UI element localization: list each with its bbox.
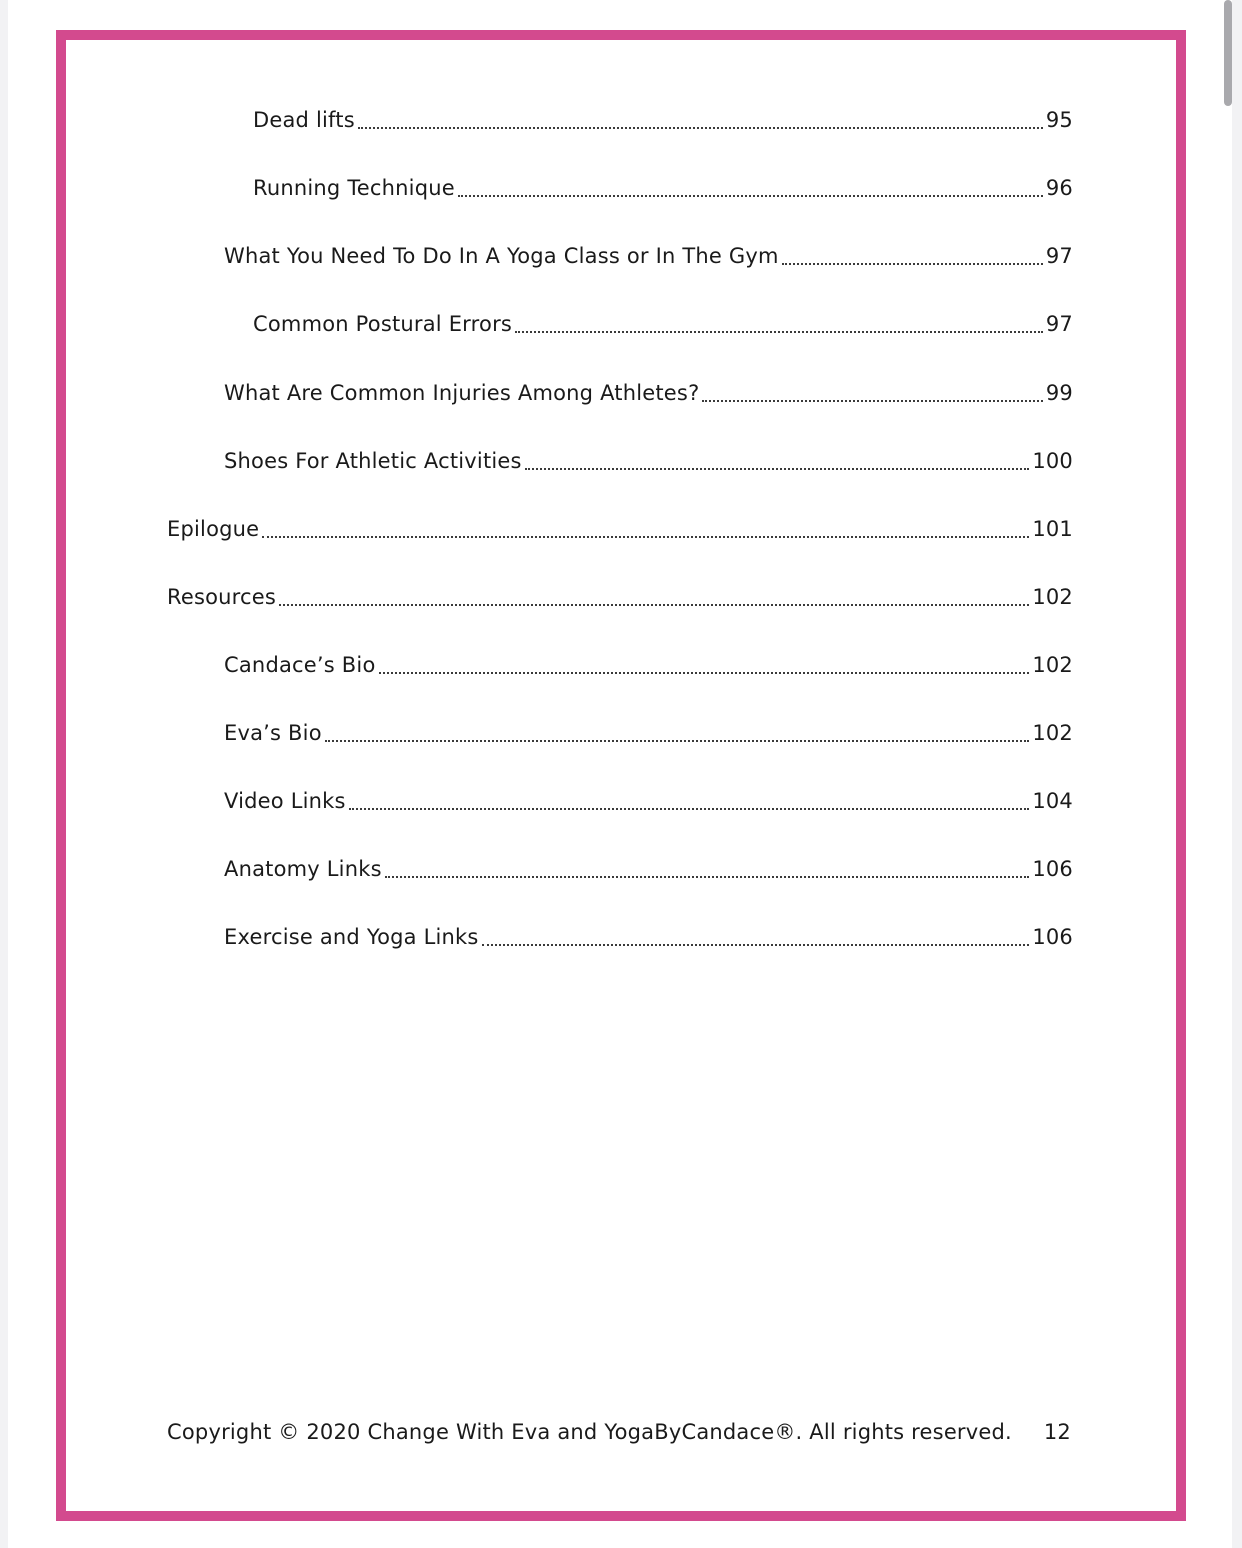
toc-entry-common-postural-errors[interactable] xyxy=(253,306,1073,342)
toc-entry-title: Resources xyxy=(167,585,277,609)
toc-entry-title: What You Need To Do In A Yoga Class or In The Gym xyxy=(224,244,779,268)
toc-entry-page: 100 xyxy=(1032,449,1073,473)
toc-dot-leader xyxy=(702,400,1042,402)
toc-entry-candace-bio[interactable] xyxy=(224,647,1073,683)
toc-entry-title: Shoes For Athletic Activities xyxy=(224,449,522,473)
toc-entry-title: Exercise and Yoga Links xyxy=(224,925,479,949)
copyright-notice: Copyright © 2020 Change With Eva and YogaByCandace®. All rights reserved. xyxy=(167,1420,1012,1444)
scrollbar-thumb[interactable] xyxy=(1224,0,1232,106)
toc-entry-title: Video Links xyxy=(224,789,346,813)
toc-dot-leader xyxy=(379,672,1030,674)
toc-entry-title: Candace’s Bio xyxy=(224,653,376,677)
toc-entry-video-links[interactable] xyxy=(224,783,1073,819)
toc-dot-leader xyxy=(525,468,1030,470)
toc-dot-leader xyxy=(262,536,1029,538)
toc-entry-page: 99 xyxy=(1045,381,1073,405)
toc-entry-title: What Are Common Injuries Among Athletes? xyxy=(224,381,700,405)
toc-entry-page: 102 xyxy=(1032,653,1073,677)
toc-entry-page: 95 xyxy=(1045,108,1073,132)
scrollbar-track[interactable] xyxy=(1232,0,1242,1548)
toc-entry-shoes[interactable] xyxy=(224,443,1073,479)
toc-dot-leader xyxy=(349,808,1030,810)
toc-entry-page: 96 xyxy=(1045,176,1073,200)
toc-entry-anatomy-links[interactable] xyxy=(224,851,1073,887)
toc-dot-leader xyxy=(325,740,1030,742)
toc-dot-leader xyxy=(279,604,1029,606)
toc-entry-page: 106 xyxy=(1032,925,1073,949)
page-number: 12 xyxy=(1043,1420,1071,1444)
toc-dot-leader xyxy=(358,127,1043,129)
toc-entry-page: 102 xyxy=(1032,585,1073,609)
toc-entry-yoga-class-or-gym[interactable] xyxy=(224,238,1073,274)
document-page xyxy=(56,30,1186,1521)
viewer-left-gutter xyxy=(0,0,8,1548)
toc-entry-common-injuries[interactable] xyxy=(224,375,1073,411)
toc-entry-title: Common Postural Errors xyxy=(253,312,513,336)
toc-entry-page: 102 xyxy=(1032,721,1073,745)
toc-entry-resources[interactable] xyxy=(167,579,1073,615)
toc-entry-title: Running Technique xyxy=(253,176,455,200)
toc-entry-running-technique[interactable] xyxy=(253,170,1073,206)
toc-dot-leader xyxy=(515,331,1043,333)
toc-entry-title: Anatomy Links xyxy=(224,857,382,881)
toc-entry-dead-lifts[interactable] xyxy=(253,102,1073,138)
toc-entry-page: 97 xyxy=(1045,312,1073,336)
toc-dot-leader xyxy=(385,876,1030,878)
toc-entry-page: 104 xyxy=(1032,789,1073,813)
toc-entry-title: Eva’s Bio xyxy=(224,721,322,745)
toc-dot-leader xyxy=(782,263,1043,265)
toc-dot-leader xyxy=(482,944,1030,946)
toc-entry-page: 101 xyxy=(1032,517,1073,541)
page-footer xyxy=(167,1414,1071,1450)
toc-entry-title: Dead lifts xyxy=(253,108,355,132)
toc-entry-page: 106 xyxy=(1032,857,1073,881)
toc-entry-eva-bio[interactable] xyxy=(224,715,1073,751)
toc-entry-page: 97 xyxy=(1045,244,1073,268)
toc-entry-title: Epilogue xyxy=(167,517,260,541)
toc-dot-leader xyxy=(458,195,1043,197)
toc-entry-epilogue[interactable] xyxy=(167,511,1073,547)
toc-entry-exercise-yoga-links[interactable] xyxy=(224,919,1073,955)
